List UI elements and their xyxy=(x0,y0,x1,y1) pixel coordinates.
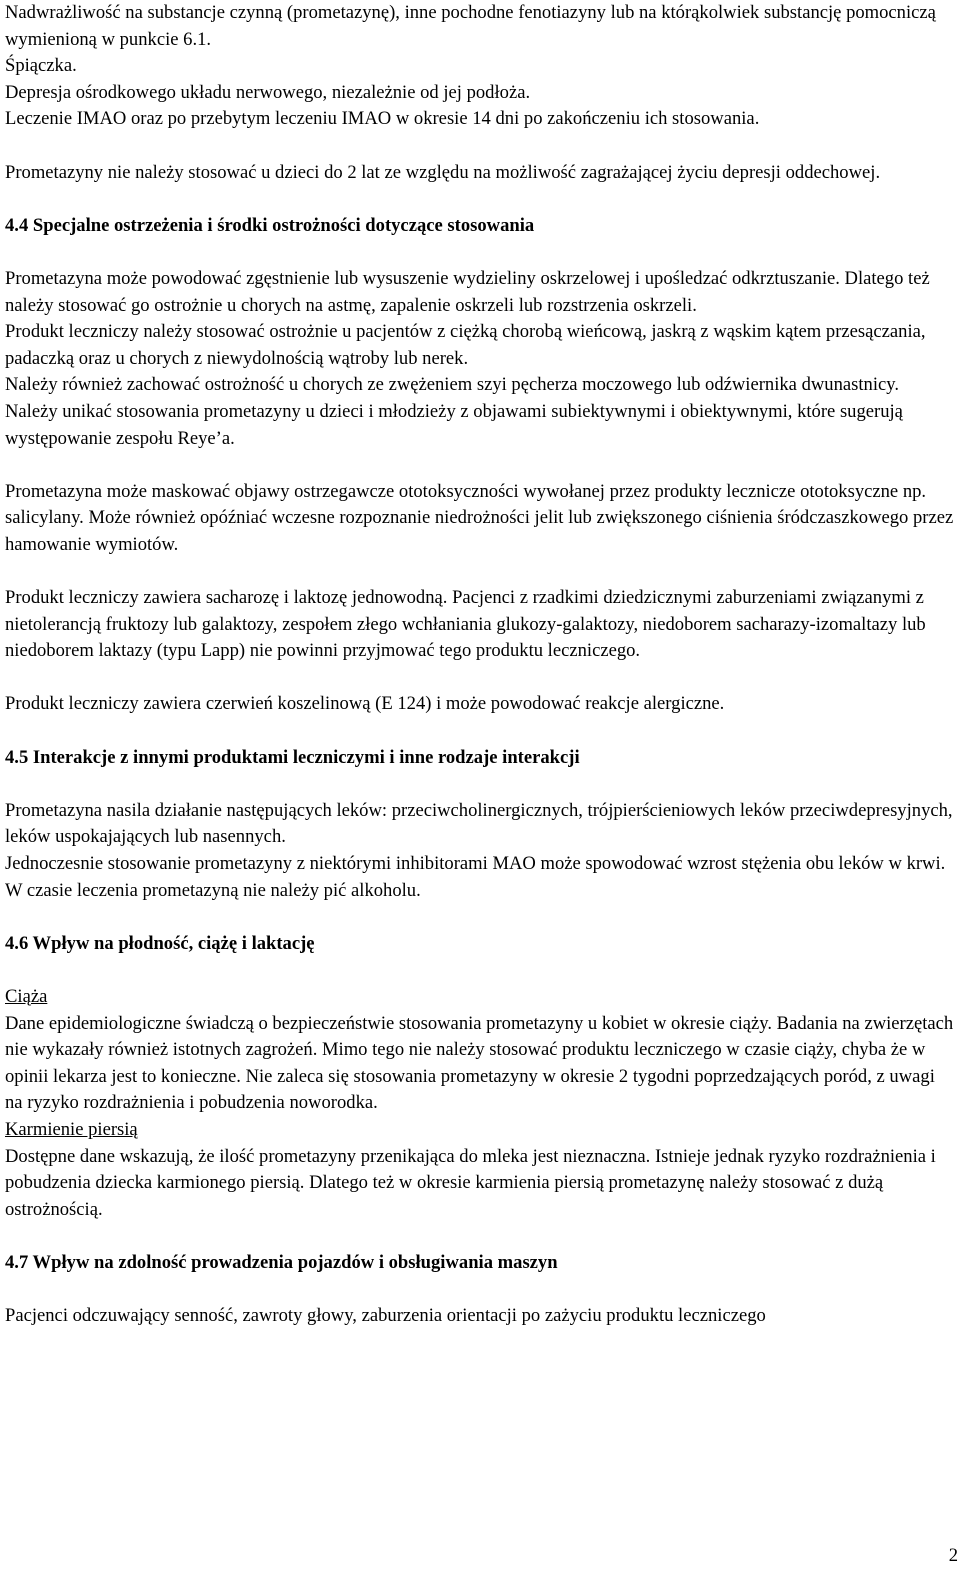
section-4-4-paragraph: Produkt leczniczy zawiera czerwień koszelinową (E 124) i może powodować reakcje alergiczne. xyxy=(5,693,725,715)
section-4-7-heading: 4.7 Wpływ na zdolność prowadzenia pojazdów i obsługiwania maszyn xyxy=(5,1251,558,1273)
spacer xyxy=(5,904,957,931)
spacer xyxy=(5,665,957,692)
spacer xyxy=(5,239,957,266)
contraindication-maoi: Leczenie IMAO oraz po przebytym leczeniu IMAO w okresie 14 dni po zakończeniu ich stosowania. xyxy=(5,108,760,130)
pregnancy-subheading: Ciąża xyxy=(5,985,48,1007)
section-4-4-paragraph: Produkt leczniczy należy stosować ostrożnie u pacjentów z ciężką chorobą wieńcową, jaskrą z wąskim kątem przesączania, padaczką oraz u chorych z niewydolnością wątroby lub nerek. xyxy=(5,321,926,369)
spacer xyxy=(5,133,957,160)
section-4-7-paragraph: Pacjenci odczuwający senność, zawroty głowy, zaburzenia orientacji po zażyciu produktu leczniczego xyxy=(5,1305,766,1327)
section-4-4-heading: 4.4 Specjalne ostrzeżenia i środki ostrożności dotyczące stosowania xyxy=(5,214,535,236)
section-4-4-paragraph: Należy unikać stosowania prometazyny u dzieci i młodzieży z objawami subiektywnymi i obiektywnymi, które sugerują występowanie zespołu Reye’a. xyxy=(5,400,903,449)
section-4-4-paragraph: Prometazyna może powodować zgęstnienie lub wysuszenie wydzieliny oskrzelowej i upośledzać odkrztuszanie. Dlatego też należy stosować go ostrożnie u chorych na astmę, zapalenie oskrzeli lub rozstrzenia oskrzeli. xyxy=(5,267,930,316)
pregnancy-paragraph: Dane epidemiologiczne świadczą o bezpieczeństwie stosowania prometazyny u kobiet w okresie ciąży. Badania na zwierzętach nie wykazały również istotnych zagrożeń. Mimo tego nie należy stosować produktu leczniczego w czasie ciąży, chyba że w opinii lekarza jest to konieczne. Nie zaleca się stosowania prometazyny w okresie 2 tygodni poprzedzających poród, z uwagi na ryzyko rozdrażnienia i pobudzenia noworodka. xyxy=(5,1012,954,1114)
spacer xyxy=(5,558,957,585)
contraindication-hypersensitivity: Nadwrażliwość na substancje czynną (prometazynę), inne pochodne fenotiazyny lub na którąkolwiek substancję pomocniczą wymienioną w punkcie 6.1. xyxy=(5,2,936,50)
section-4-4-paragraph: Należy również zachować ostrożność u chorych ze zwężeniem szyi pęcherza moczowego lub odźwiernika dwunastnicy. xyxy=(5,374,899,396)
spacer xyxy=(5,1277,957,1304)
spacer xyxy=(5,1223,957,1250)
contraindication-children: Prometazyny nie należy stosować u dzieci do 2 lat ze względu na możliwość zagrażającej życiu depresji oddechowej. xyxy=(5,161,881,183)
section-4-4-paragraph: Prometazyna może maskować objawy ostrzegawcze ototoksyczności wywołanej przez produkty lecznicze ototoksyczne np. salicylany. Może również opóźniać wczesne rozpoznanie niedrożności jelit lub zwiększonego ciśnienia śródczaszkowego przez hamowanie wymiotów. xyxy=(5,480,954,555)
spacer xyxy=(5,771,957,798)
spacer xyxy=(5,186,957,213)
breastfeeding-subheading: Karmienie piersią xyxy=(5,1118,138,1140)
section-4-6-heading: 4.6 Wpływ na płodność, ciążę i laktację xyxy=(5,932,315,954)
contraindication-cns-depression: Depresja ośrodkowego układu nerwowego, niezależnie od jej podłoża. xyxy=(5,81,531,103)
spacer xyxy=(5,957,957,984)
page-number: 2 xyxy=(948,1545,958,1566)
section-4-5-paragraph: Jednoczesnie stosowanie prometazyny z niektórymi inhibitorami MAO może spowodować wzrost stężenia obu leków w krwi. xyxy=(5,853,946,874)
section-4-4-paragraph: Produkt leczniczy zawiera sacharozę i laktozę jednowodną. Pacjenci z rzadkimi dziedzicznymi zaburzeniami związanymi z nietolerancją fruktozy lub galaktozy, zespołem złego wchłaniania glukozy-galaktozy, niedoborem sacharazy-izomaltazy lub niedoborem laktazy (typu Lapp) nie powinni przyjmować tego produktu leczniczego. xyxy=(5,587,926,662)
document-body xyxy=(5,0,957,1330)
section-4-5-paragraph: Prometazyna nasila działanie następujących leków: przeciwcholinergicznych, trójpierścieniowych leków przeciwdepresyjnych, leków uspokajających lub nasennych. xyxy=(5,799,953,848)
breastfeeding-paragraph: Dostępne dane wskazują, że ilość prometazyny przenikająca do mleka jest nieznaczna. Istnieje jednak ryzyko rozdrażnienia i pobudzenia dziecka karmionego piersią. Dlatego też w okresie karmienia piersią prometazynę należy stosować z dużą ostrożnością. xyxy=(5,1145,936,1220)
contraindication-coma: Śpiączka. xyxy=(5,55,77,77)
spacer xyxy=(5,452,957,479)
section-4-5-paragraph: W czasie leczenia prometazyną nie należy pić alkoholu. xyxy=(5,879,421,901)
section-4-5-heading: 4.5 Interakcje z innymi produktami leczniczymi i inne rodzaje interakcji xyxy=(5,746,580,768)
spacer xyxy=(5,718,957,745)
